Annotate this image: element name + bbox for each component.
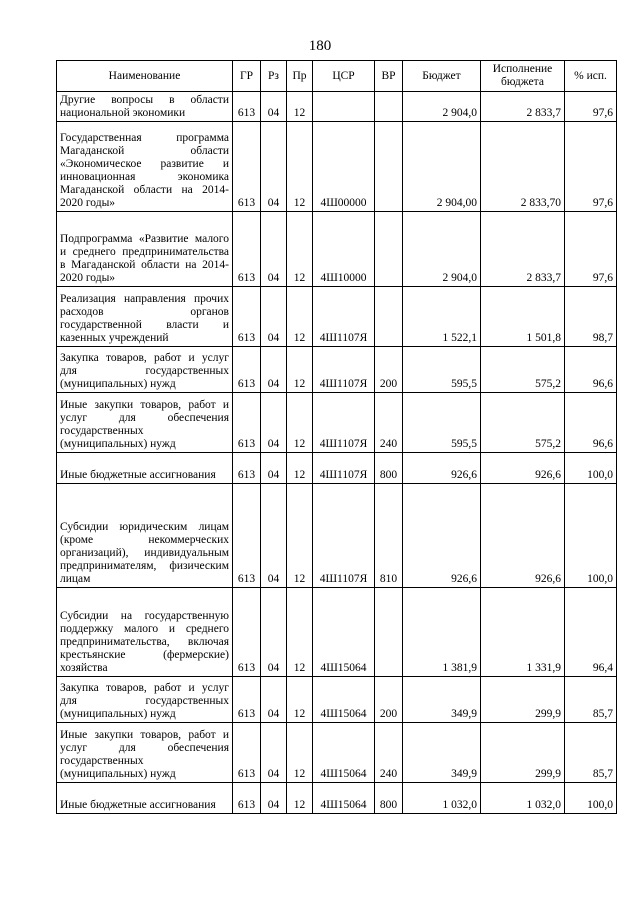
row-pct: 96,6 (565, 347, 617, 393)
row-csr: 4Ш1107Я (313, 287, 375, 347)
row-pct: 100,0 (565, 484, 617, 588)
row-gr: 613 (233, 484, 261, 588)
row-pr: 12 (287, 212, 313, 287)
row-pr: 12 (287, 484, 313, 588)
row-name: Реализация направления прочих расходов органов государственной власти и казенных учреждений (57, 287, 233, 347)
row-name: Государственная программа Магаданской области «Экономическое развитие и инновационная экономика Магаданской области на 2014-2020 годы» (57, 122, 233, 212)
row-rz: 04 (261, 122, 287, 212)
row-rz: 04 (261, 393, 287, 453)
row-pct: 98,7 (565, 287, 617, 347)
row-name: Субсидии на государственную поддержку малого и среднего предпринимательства, включая крестьянские (фермерские) хозяйства (57, 588, 233, 677)
row-rz: 04 (261, 484, 287, 588)
row-execution: 299,9 (481, 677, 565, 723)
column-header-rz: Рз (261, 61, 287, 92)
row-name: Подпрограмма «Развитие малого и среднего предпринимательства в Магаданской области на 2014-2020 годы» (57, 212, 233, 287)
table-row (57, 588, 617, 677)
row-gr: 613 (233, 287, 261, 347)
row-name: Субсидии юридическим лицам (кроме некоммерческих организаций), индивидуальным предпринимателям, физическим лицам (57, 484, 233, 588)
row-gr: 613 (233, 122, 261, 212)
row-pr: 12 (287, 122, 313, 212)
row-rz: 04 (261, 677, 287, 723)
row-vr: 240 (375, 723, 403, 783)
row-rz: 04 (261, 347, 287, 393)
row-gr: 613 (233, 453, 261, 484)
row-vr: 200 (375, 347, 403, 393)
row-budget: 595,5 (403, 347, 481, 393)
row-execution: 2 833,7 (481, 92, 565, 122)
table-row (57, 347, 617, 393)
row-budget: 1 032,0 (403, 783, 481, 814)
row-rz: 04 (261, 453, 287, 484)
table-row (57, 92, 617, 122)
row-vr: 800 (375, 453, 403, 484)
row-pct: 100,0 (565, 453, 617, 484)
column-header-name: Наименование (57, 61, 233, 92)
row-pct: 96,6 (565, 393, 617, 453)
row-pct: 100,0 (565, 783, 617, 814)
row-pct: 97,6 (565, 92, 617, 122)
row-pct: 96,4 (565, 588, 617, 677)
row-gr: 613 (233, 393, 261, 453)
row-rz: 04 (261, 92, 287, 122)
row-gr: 613 (233, 347, 261, 393)
page-number: 180 (308, 38, 332, 54)
row-execution: 2 833,7 (481, 212, 565, 287)
row-gr: 613 (233, 92, 261, 122)
row-pr: 12 (287, 287, 313, 347)
row-pr: 12 (287, 723, 313, 783)
row-name: Закупка товаров, работ и услуг для государственных (муниципальных) нужд (57, 347, 233, 393)
row-gr: 613 (233, 588, 261, 677)
row-execution: 575,2 (481, 347, 565, 393)
row-csr: 4Ш1107Я (313, 347, 375, 393)
row-gr: 613 (233, 677, 261, 723)
row-csr: 4Ш00000 (313, 122, 375, 212)
row-rz: 04 (261, 588, 287, 677)
column-header-gr: ГР (233, 61, 261, 92)
row-csr: 4Ш15064 (313, 588, 375, 677)
row-csr: 4Ш10000 (313, 212, 375, 287)
row-pct: 85,7 (565, 677, 617, 723)
row-csr: 4Ш1107Я (313, 453, 375, 484)
row-name: Иные закупки товаров, работ и услуг для обеспечения государственных (муниципальных) нужд (57, 393, 233, 453)
table-row (57, 783, 617, 814)
row-rz: 04 (261, 287, 287, 347)
column-header-vr: ВР (375, 61, 403, 92)
row-name: Иные закупки товаров, работ и услуг для обеспечения государственных (муниципальных) нужд (57, 723, 233, 783)
row-execution: 575,2 (481, 393, 565, 453)
row-vr: 200 (375, 677, 403, 723)
row-execution: 1 331,9 (481, 588, 565, 677)
row-execution: 299,9 (481, 723, 565, 783)
row-execution: 926,6 (481, 484, 565, 588)
table-row (57, 453, 617, 484)
row-budget: 349,9 (403, 677, 481, 723)
row-csr: 4Ш1107Я (313, 484, 375, 588)
column-header-execution: Исполнение бюджета (481, 61, 565, 92)
row-pr: 12 (287, 92, 313, 122)
column-header-pct: % исп. (565, 61, 617, 92)
row-rz: 04 (261, 723, 287, 783)
row-pr: 12 (287, 588, 313, 677)
row-execution: 1 501,8 (481, 287, 565, 347)
row-name: Иные бюджетные ассигнования (57, 453, 233, 484)
row-execution: 926,6 (481, 453, 565, 484)
row-name: Другие вопросы в области национальной экономики (57, 92, 233, 122)
row-csr (313, 92, 375, 122)
table-row (57, 122, 617, 212)
row-rz: 04 (261, 783, 287, 814)
row-vr: 240 (375, 393, 403, 453)
table-header-row (57, 61, 617, 92)
row-gr: 613 (233, 783, 261, 814)
row-csr: 4Ш1107Я (313, 393, 375, 453)
row-pct: 97,6 (565, 122, 617, 212)
row-budget: 926,6 (403, 453, 481, 484)
row-csr: 4Ш15064 (313, 677, 375, 723)
table-row (57, 677, 617, 723)
row-budget: 2 904,0 (403, 212, 481, 287)
row-pr: 12 (287, 677, 313, 723)
row-gr: 613 (233, 723, 261, 783)
row-pct: 85,7 (565, 723, 617, 783)
row-vr (375, 122, 403, 212)
table-row (57, 393, 617, 453)
row-name: Закупка товаров, работ и услуг для государственных (муниципальных) нужд (57, 677, 233, 723)
column-header-budget: Бюджет (403, 61, 481, 92)
row-csr: 4Ш15064 (313, 783, 375, 814)
row-budget: 1 381,9 (403, 588, 481, 677)
row-pr: 12 (287, 347, 313, 393)
row-pr: 12 (287, 783, 313, 814)
table-row (57, 484, 617, 588)
row-vr (375, 588, 403, 677)
row-budget: 595,5 (403, 393, 481, 453)
row-vr (375, 287, 403, 347)
row-vr: 810 (375, 484, 403, 588)
row-budget: 2 904,00 (403, 122, 481, 212)
row-vr: 800 (375, 783, 403, 814)
column-header-pr: Пр (287, 61, 313, 92)
row-pr: 12 (287, 393, 313, 453)
budget-table (56, 60, 617, 814)
table-row (57, 287, 617, 347)
row-vr (375, 212, 403, 287)
column-header-csr: ЦСР (313, 61, 375, 92)
row-gr: 613 (233, 212, 261, 287)
table-row (57, 212, 617, 287)
row-execution: 1 032,0 (481, 783, 565, 814)
row-budget: 926,6 (403, 484, 481, 588)
row-rz: 04 (261, 212, 287, 287)
row-vr (375, 92, 403, 122)
row-pct: 97,6 (565, 212, 617, 287)
row-budget: 1 522,1 (403, 287, 481, 347)
row-budget: 349,9 (403, 723, 481, 783)
row-name: Иные бюджетные ассигнования (57, 783, 233, 814)
row-budget: 2 904,0 (403, 92, 481, 122)
table-row (57, 723, 617, 783)
row-execution: 2 833,70 (481, 122, 565, 212)
row-csr: 4Ш15064 (313, 723, 375, 783)
row-pr: 12 (287, 453, 313, 484)
